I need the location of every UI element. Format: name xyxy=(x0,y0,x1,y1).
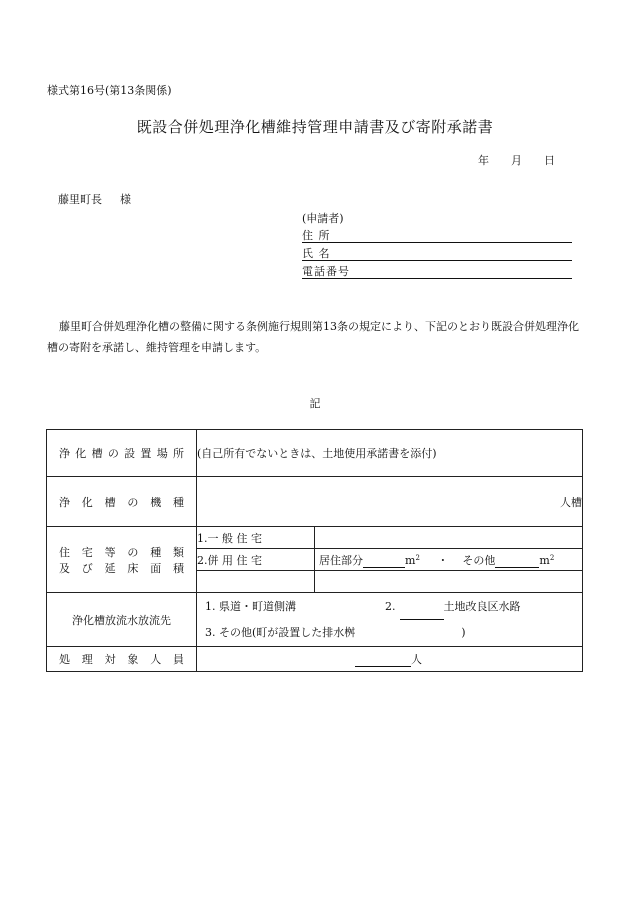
discharge-value-cell[interactable] xyxy=(197,593,583,647)
other-area-unit-sup: 2 xyxy=(549,553,555,562)
discharge-line-2 xyxy=(205,620,582,646)
applicant-heading: (申請者) xyxy=(302,212,344,225)
residential-area-blank[interactable] xyxy=(363,567,405,568)
housing-row-1 xyxy=(47,527,583,549)
area-separator: ・ xyxy=(437,553,449,567)
persons-row xyxy=(47,647,583,672)
housing-label-1: 住宅等の種類 xyxy=(59,545,184,559)
model-row xyxy=(47,477,583,527)
location-value-cell[interactable] xyxy=(197,430,583,477)
addressee xyxy=(58,191,131,207)
discharge-line-1 xyxy=(205,594,582,620)
discharge-option-2-number: 2. xyxy=(385,599,396,613)
location-label-cell xyxy=(47,430,197,477)
other-area-blank[interactable] xyxy=(495,567,539,568)
name-field[interactable] xyxy=(302,245,572,261)
address-label: 住 所 xyxy=(302,229,331,242)
page-title: 既設合併処理浄化槽維持管理申請書及び寄附承諾書 xyxy=(136,118,494,136)
housing-type-2: 2.併 用 住 宅 xyxy=(197,553,262,567)
discharge-row xyxy=(47,593,583,647)
ki-heading: 記 xyxy=(309,397,321,410)
persons-unit: 人 xyxy=(411,653,422,666)
detail-table xyxy=(46,429,583,672)
model-value-cell[interactable] xyxy=(197,477,583,527)
location-label: 浄化槽の設置場所 xyxy=(59,447,184,460)
date-year: 年 xyxy=(478,154,489,167)
discharge-option-2: 土地改良区水路 xyxy=(443,599,521,613)
housing-type-3-value[interactable] xyxy=(315,571,583,593)
other-label: その他 xyxy=(462,553,496,567)
model-label-cell xyxy=(47,477,197,527)
housing-type-2-cell[interactable] xyxy=(197,549,315,571)
address-field[interactable] xyxy=(302,227,572,243)
phone-field[interactable] xyxy=(302,263,572,279)
persons-label: 処理対象人員 xyxy=(59,653,184,666)
housing-type-1-cell[interactable] xyxy=(197,527,315,549)
housing-type-3-cell[interactable] xyxy=(197,571,315,593)
discharge-label-cell xyxy=(47,593,197,647)
date-line xyxy=(478,152,555,168)
body-text: 藤里町合併処理浄化槽の整備に関する条例施行規則第13条の規定により、下記のとおり既設合併処理浄化槽の寄附を承諾し、維持管理を申請します。 xyxy=(47,320,579,354)
housing-label-cell xyxy=(47,527,197,593)
persons-value-cell[interactable] xyxy=(197,647,583,672)
phone-label: 電話番号 xyxy=(302,265,350,278)
name-label: 氏 名 xyxy=(302,247,331,260)
housing-type-1-value[interactable] xyxy=(315,527,583,549)
form-number: 様式第16号(第13条関係) xyxy=(47,84,172,97)
residential-area-unit: m xyxy=(405,553,416,567)
discharge-option-3: 3. その他(町が設置した排水桝 xyxy=(205,625,356,639)
model-unit: 人槽 xyxy=(560,495,582,509)
location-row xyxy=(47,430,583,477)
location-note: (自己所有でないときは、土地使用承諾書を添付) xyxy=(197,447,437,460)
addressee-honorific: 様 xyxy=(120,193,131,206)
date-day: 日 xyxy=(544,154,555,167)
residential-area-unit-sup: 2 xyxy=(415,553,420,562)
discharge-label: 浄化槽放流水放流先 xyxy=(72,613,171,627)
residential-label: 居住部分 xyxy=(319,553,363,567)
other-area-unit: m xyxy=(539,553,550,567)
persons-label-cell xyxy=(47,647,197,672)
housing-type-1: 1.一 般 住 宅 xyxy=(197,531,262,545)
discharge-option-1: 1. 県道・町道側溝 xyxy=(205,599,296,613)
discharge-option-3-close: ) xyxy=(461,625,466,639)
persons-blank[interactable] xyxy=(355,666,411,667)
addressee-name: 藤里町長 xyxy=(58,193,102,206)
housing-type-2-value[interactable] xyxy=(315,549,583,571)
date-month: 月 xyxy=(511,154,522,167)
housing-label-2: 及び延床面積 xyxy=(59,561,184,575)
model-label: 浄化槽の機種 xyxy=(59,495,184,509)
